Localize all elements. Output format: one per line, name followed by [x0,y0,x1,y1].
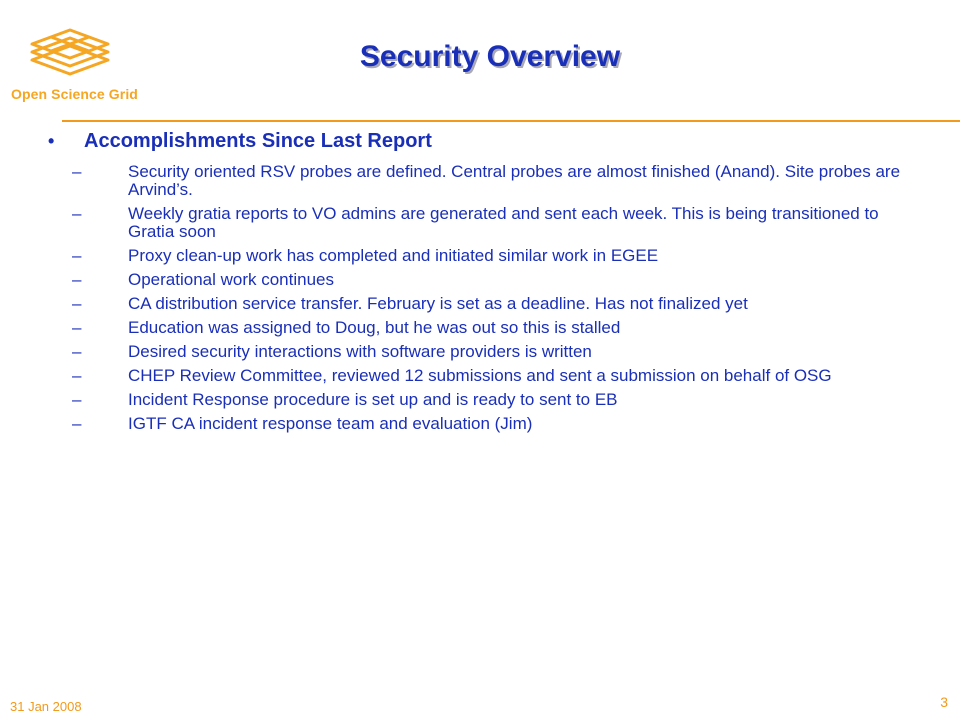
dash-icon: – [72,366,82,385]
content-section [48,130,920,439]
dash-icon: – [72,342,82,361]
list-item-text: Proxy clean-up work has completed and initiated similar work in EGEE [128,246,659,265]
list-item-text: Weekly gratia reports to VO admins are generated and sent each week. This is being transitioned to Gratia soon [128,204,879,241]
footer-date: 31 Jan 2008 [10,699,82,714]
logo-text: Open Science Grid [11,86,138,102]
slide-title: Security Overview [359,40,621,73]
section-heading [48,130,920,153]
dash-icon: – [72,390,82,409]
list-item-text: Desired security interactions with software providers is written [128,342,592,361]
list-item [72,163,920,199]
list-item [72,295,920,313]
dash-icon: – [72,204,82,223]
dash-icon: – [72,162,82,181]
list-item-text: Security oriented RSV probes are defined. Central probes are almost finished (Anand). Site probes are Arvind’s. [128,162,901,199]
list-item [72,319,920,337]
dash-icon: – [72,294,82,313]
dash-icon: – [72,246,82,265]
page-number: 3 [940,694,948,710]
dash-icon: – [72,318,82,337]
list-item [72,271,920,289]
list-item-text: Incident Response procedure is set up and is ready to sent to EB [128,390,618,409]
dash-icon: – [72,270,82,289]
list-item [72,247,920,265]
dash-icon: – [72,414,82,433]
list-item-text: CA distribution service transfer. February is set as a deadline. Has not finalized yet [128,294,748,313]
section-heading-text: Accomplishments Since Last Report [84,130,432,152]
list-item [72,205,920,241]
list-item [72,343,920,361]
list-item-text: CHEP Review Committee, reviewed 12 submissions and sent a submission on behalf of OSG [128,366,832,385]
list-item [72,415,920,433]
list-item [72,367,920,385]
bullet-icon: • [48,131,55,151]
list-item-text: Education was assigned to Doug, but he was out so this is stalled [128,318,621,337]
list-item-text: IGTF CA incident response team and evaluation (Jim) [128,414,533,433]
title-divider [62,120,960,122]
list-item [72,391,920,409]
list-item-text: Operational work continues [128,270,335,289]
accomplishments-list [48,163,920,433]
